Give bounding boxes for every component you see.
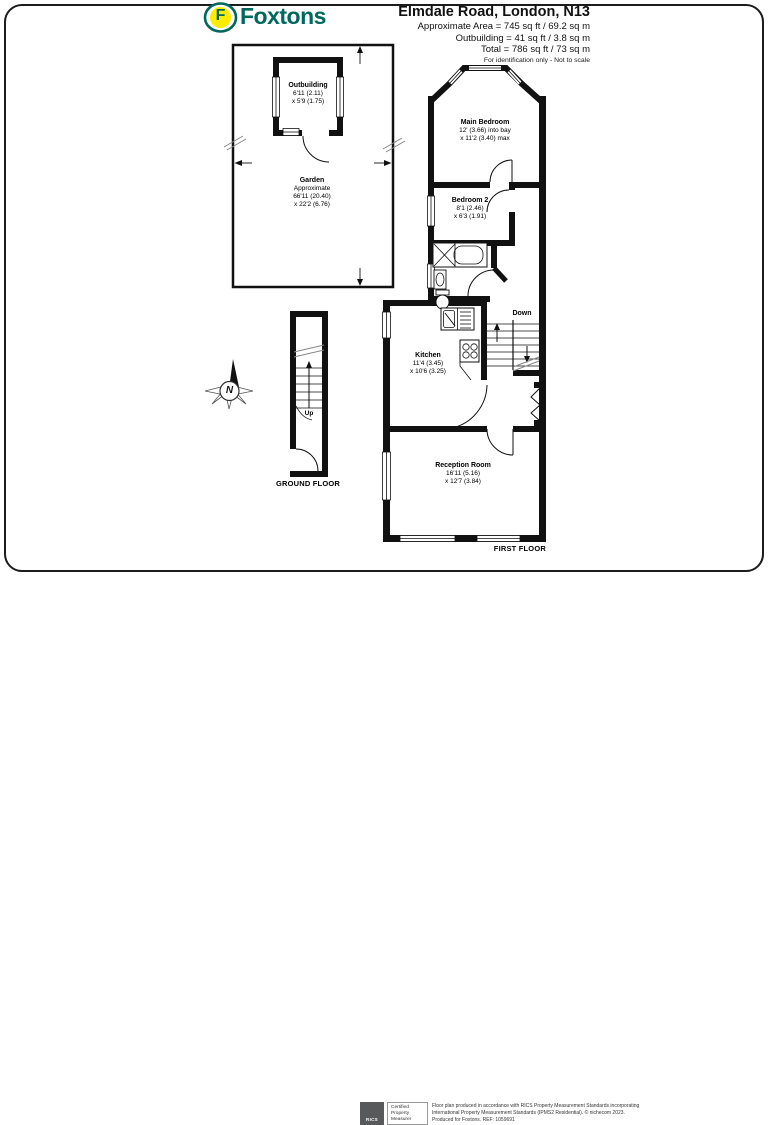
rics-logo-text: RICS — [366, 1117, 378, 1122]
reception-room-label: Reception Room 16'11 (5.16) x 12'7 (3.84) — [435, 462, 491, 485]
outbuilding-area: Outbuilding = 41 sq ft / 3.8 sq m — [455, 32, 590, 44]
bay-window — [431, 68, 541, 101]
foxtons-logo-letter: F — [215, 7, 226, 24]
approximate-area: Approximate Area = 745 sq ft / 69.2 sq m — [417, 21, 590, 32]
page-title: Elmdale Road, London, N13 — [398, 4, 590, 20]
bedroom2-label: Bedroom 2 8'1 (2.46) x 6'3 (1.91) — [451, 197, 489, 220]
header-text-block — [330, 4, 590, 66]
ground-floor-label: GROUND FLOOR — [275, 479, 341, 488]
garden-label: Garden Approximate 66'11 (20.40) x 22'2 (6.76) — [293, 177, 331, 208]
main-bedroom-label: Main Bedroom 12' (3.66) into bay x 11'2 (3.40) max — [459, 119, 511, 142]
rics-logo-icon — [188, 555, 196, 563]
footer-disclaimer: Floor plan produced in accordance with RICS Property Measurement Standards incorporating International Property Measurement Standards (IPMS2 Residential). © nichecom 2023. Produced for Foxtons. REF: 1059691 — [432, 1103, 640, 1123]
staircase-down — [487, 320, 539, 371]
compass-north-letter: N — [225, 385, 234, 396]
outbuilding-label: Outbuilding 6'11 (2.11) x 5'9 (1.75) — [288, 82, 328, 105]
total-area: Total = 786 sq ft / 73 sq m — [480, 44, 590, 55]
identification-note: For identification only - Not to scale — [483, 56, 590, 64]
compass-icon — [205, 359, 253, 409]
brand-wordmark: Foxtons — [240, 3, 326, 29]
kitchen-label: Kitchen 11'4 (3.45) x 10'6 (3.25) — [410, 352, 446, 375]
ground-floor-plan — [290, 311, 328, 477]
certified-measurer-badge: Certified Property Measurer — [387, 1102, 428, 1125]
stairs-up-label: Up — [304, 410, 314, 417]
first-floor-label: FIRST FLOOR — [493, 544, 546, 553]
stairs-down-label: Down — [512, 310, 532, 317]
